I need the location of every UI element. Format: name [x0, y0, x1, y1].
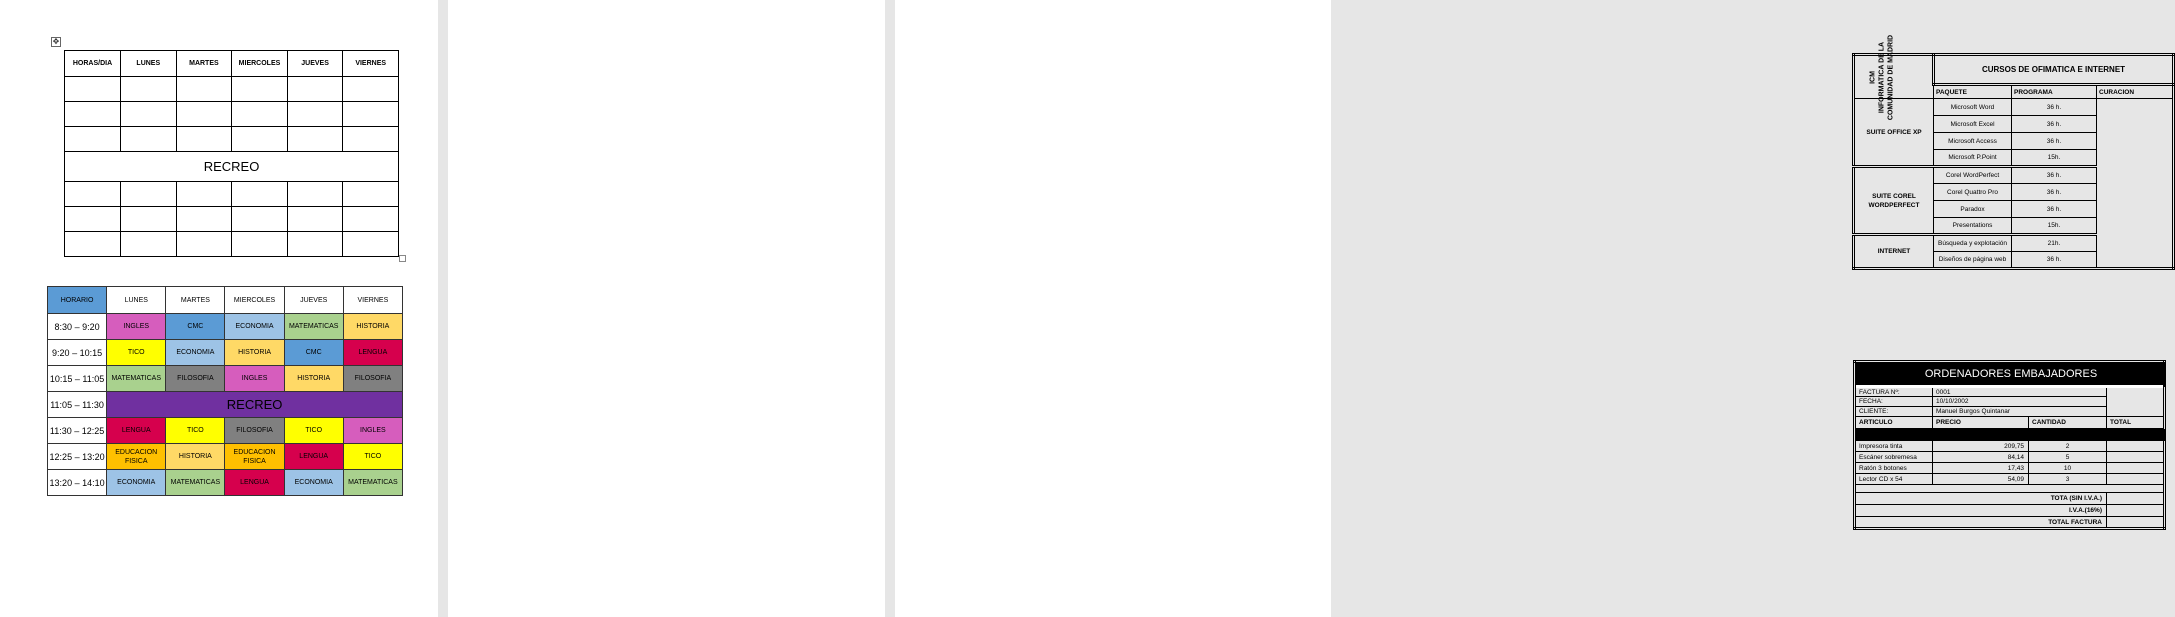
title-row — [1854, 55, 2174, 85]
duration-cell[interactable]: 36 h. — [2012, 201, 2097, 218]
table-cell[interactable]: 3 — [2029, 474, 2107, 485]
separator-bar — [1855, 429, 2165, 441]
table-cell[interactable] — [121, 207, 177, 232]
subject-cell[interactable]: FILOSOFIA — [343, 366, 402, 392]
cursos-ofimatica-table — [1852, 34, 2175, 270]
document-page-1 — [0, 0, 438, 617]
table-cell[interactable] — [176, 207, 232, 232]
table-header-row — [1855, 417, 2165, 429]
table-cell[interactable] — [2107, 441, 2165, 452]
duration-cell[interactable]: 36 h. — [2012, 133, 2097, 150]
subject-cell[interactable]: LENGUA — [107, 418, 166, 444]
package-cell[interactable]: SUITE OFFICE XP — [1854, 99, 1934, 167]
table-header-row — [48, 287, 403, 314]
table-cell[interactable] — [232, 182, 288, 207]
break-row — [65, 152, 399, 182]
table-cell[interactable]: Lector CD x 54 — [1855, 474, 1933, 485]
time-slot[interactable]: 13:20 – 14:10 — [48, 470, 107, 496]
header-cell[interactable]: ARTICULO — [1855, 417, 1933, 429]
header-cell[interactable]: MIERCOLES — [225, 287, 284, 314]
time-slot[interactable]: 10:15 – 11:05 — [48, 366, 107, 392]
table-row — [65, 182, 399, 207]
table-cell[interactable] — [121, 102, 177, 127]
header-cell[interactable]: JUEVES — [287, 51, 343, 77]
table-row — [65, 102, 399, 127]
empty-cell — [2107, 387, 2165, 397]
info-row — [1855, 407, 2165, 417]
table-cell[interactable] — [343, 127, 399, 152]
subject-cell[interactable]: HISTORIA — [225, 340, 284, 366]
duration-cell[interactable]: 15h. — [2012, 150, 2097, 167]
package-cell[interactable]: INTERNET — [1854, 235, 1934, 269]
table-cell[interactable] — [287, 127, 343, 152]
total-label[interactable]: I.V.A.(16%) — [1855, 505, 2107, 517]
table-row — [1854, 235, 2174, 252]
table-cell[interactable] — [287, 102, 343, 127]
side-label-line: COMUNIDAD DE MADRID — [1887, 34, 1895, 120]
table-row — [1854, 167, 2174, 184]
time-slot[interactable]: 9:20 – 10:15 — [48, 340, 107, 366]
table-cell[interactable] — [121, 182, 177, 207]
table-row — [65, 77, 399, 102]
table-cell[interactable]: 84,14 — [1933, 452, 2029, 463]
table-cell[interactable] — [176, 77, 232, 102]
table-resize-handle-icon[interactable] — [399, 255, 406, 262]
duration-cell[interactable]: 36 h. — [2012, 99, 2097, 116]
subject-cell[interactable]: EDUCACION FISICA — [107, 444, 166, 470]
table-cell[interactable] — [2107, 463, 2165, 474]
table-cell[interactable] — [343, 182, 399, 207]
total-value[interactable] — [2107, 505, 2165, 517]
table-row — [48, 444, 403, 470]
program-cell[interactable]: Microsoft Access — [1934, 133, 2012, 150]
header-cell[interactable]: PROGRAMA — [2012, 85, 2097, 99]
total-value[interactable] — [2107, 493, 2165, 505]
info-label[interactable]: FECHA: — [1855, 397, 1933, 407]
separator-row — [1855, 429, 2165, 441]
program-cell[interactable]: Corel WordPerfect — [1934, 167, 2012, 184]
info-value[interactable]: 10/10/2002 — [1933, 397, 2107, 407]
header-cell[interactable]: VIERNES — [343, 51, 399, 77]
table-title[interactable]: ORDENADORES EMBAJADORES — [1855, 362, 2165, 387]
header-cell[interactable]: CANTIDAD — [2029, 417, 2107, 429]
subject-cell[interactable]: TICO — [107, 340, 166, 366]
subject-cell[interactable]: TICO — [343, 444, 402, 470]
table-cell[interactable] — [232, 207, 288, 232]
subject-cell[interactable]: HISTORIA — [343, 314, 402, 340]
table-cell[interactable]: 17,43 — [1933, 463, 2029, 474]
table-cell[interactable] — [343, 77, 399, 102]
duration-cell[interactable]: 36 h. — [2012, 116, 2097, 133]
header-cell[interactable]: CURACION — [2097, 85, 2174, 99]
duration-cell[interactable]: 21h. — [2012, 235, 2097, 252]
time-slot[interactable]: 12:25 – 13:20 — [48, 444, 107, 470]
duration-cell[interactable]: 36 h. — [2012, 184, 2097, 201]
table-cell[interactable]: 2 — [2029, 441, 2107, 452]
break-row — [48, 392, 403, 418]
table-cell[interactable] — [232, 102, 288, 127]
subject-cell[interactable]: LENGUA — [225, 470, 284, 496]
invoice-item-row — [1855, 463, 2165, 474]
side-label[interactable] — [1854, 34, 1934, 120]
info-value[interactable]: 0001 — [1933, 387, 2107, 397]
package-cell[interactable]: SUITE COREL WORDPERFECT — [1854, 167, 1934, 235]
table-cell[interactable] — [121, 77, 177, 102]
info-row — [1855, 397, 2165, 407]
table-row — [48, 470, 403, 496]
time-slot[interactable]: 8:30 – 9:20 — [48, 314, 107, 340]
table-cell[interactable] — [176, 102, 232, 127]
table-cell[interactable] — [65, 207, 121, 232]
side-label-text — [1869, 0, 1896, 192]
break-label[interactable]: RECREO — [65, 152, 399, 182]
table-row — [48, 314, 403, 340]
table-cell[interactable] — [2107, 452, 2165, 463]
side-label-line: ICM — [1869, 70, 1877, 84]
table-cell[interactable] — [176, 127, 232, 152]
table-cell[interactable]: 10 — [2029, 463, 2107, 474]
subject-cell[interactable]: FILOSOFIA — [166, 366, 225, 392]
table-header-row — [65, 51, 399, 77]
total-label[interactable]: TOTA (SIN I.V.A.) — [1855, 493, 2107, 505]
total-label[interactable]: TOTAL FACTURA — [1855, 517, 2107, 529]
subject-cell[interactable]: MATEMATICAS — [284, 314, 343, 340]
table-row — [48, 366, 403, 392]
subject-cell[interactable]: CMC — [166, 314, 225, 340]
header-cell[interactable]: HORAS/DIA — [65, 51, 121, 77]
info-label[interactable]: CLIENTE: — [1855, 407, 1933, 417]
table-row — [65, 207, 399, 232]
duration-cell[interactable]: 15h. — [2012, 218, 2097, 235]
duration-cell[interactable]: 36 h. — [2012, 167, 2097, 184]
table-cell[interactable]: Ratón 3 botones — [1855, 463, 1933, 474]
title-row — [1855, 362, 2165, 387]
table-cell[interactable] — [121, 127, 177, 152]
table-cell[interactable] — [65, 232, 121, 257]
table-cell[interactable] — [121, 232, 177, 257]
table-cell[interactable] — [232, 77, 288, 102]
program-cell[interactable]: Microsoft Word — [1934, 99, 2012, 116]
table-cell[interactable]: Escáner sobremesa — [1855, 452, 1933, 463]
table-row — [48, 418, 403, 444]
empty-cell — [2107, 407, 2165, 417]
header-cell[interactable]: TOTAL — [2107, 417, 2165, 429]
subject-cell[interactable]: HISTORIA — [284, 366, 343, 392]
subject-cell[interactable]: TICO — [166, 418, 225, 444]
table-cell[interactable] — [343, 102, 399, 127]
subject-cell[interactable]: LENGUA — [284, 444, 343, 470]
table-cell[interactable] — [65, 182, 121, 207]
subject-cell[interactable]: EDUCACION FISICA — [225, 444, 284, 470]
table-row — [1854, 99, 2174, 116]
subject-cell[interactable]: LENGUA — [343, 340, 402, 366]
program-cell[interactable]: Microsoft P.Point — [1934, 150, 2012, 167]
info-label[interactable]: FACTURA Nº: — [1855, 387, 1933, 397]
table-row — [48, 340, 403, 366]
blank-timetable — [64, 50, 399, 257]
table-cell[interactable] — [287, 77, 343, 102]
table-cell[interactable] — [232, 127, 288, 152]
duration-cell[interactable]: 36 h. — [2012, 252, 2097, 269]
total-value[interactable] — [2107, 517, 2165, 529]
info-value[interactable]: Manuel Burgos Quintanar — [1933, 407, 2107, 417]
total-row — [1855, 505, 2165, 517]
table-cell[interactable]: 209,75 — [1933, 441, 2029, 452]
header-cell[interactable]: LUNES — [121, 51, 177, 77]
empty-cell — [2107, 397, 2165, 407]
time-slot[interactable]: 11:30 – 12:25 — [48, 418, 107, 444]
info-row — [1855, 387, 2165, 397]
table-move-handle-icon[interactable]: ✥ — [52, 37, 60, 46]
total-row — [1855, 517, 2165, 529]
subject-cell[interactable]: HISTORIA — [166, 444, 225, 470]
table-cell[interactable]: 5 — [2029, 452, 2107, 463]
program-cell[interactable]: Paradox — [1934, 201, 2012, 218]
document-page-3 — [895, 0, 2135, 617]
document-page-2 — [448, 0, 885, 617]
subject-cell[interactable]: ECONOMIA — [284, 470, 343, 496]
subject-cell[interactable]: INGLES — [107, 314, 166, 340]
table-cell[interactable] — [287, 232, 343, 257]
table-cell[interactable] — [176, 182, 232, 207]
table-cell[interactable] — [65, 127, 121, 152]
subject-cell[interactable]: MATEMATICAS — [343, 470, 402, 496]
break-time[interactable]: 11:05 – 11:30 — [48, 392, 107, 418]
table-cell[interactable] — [343, 232, 399, 257]
table-cell[interactable] — [176, 232, 232, 257]
break-label[interactable]: RECREO — [107, 392, 403, 418]
table-cell[interactable]: 54,09 — [1933, 474, 2029, 485]
subject-cell[interactable]: MATEMATICAS — [107, 366, 166, 392]
header-cell[interactable]: MIERCOLES — [232, 51, 288, 77]
header-cell[interactable]: PAQUETE — [1934, 85, 2012, 99]
subject-cell[interactable]: FILOSOFIA — [225, 418, 284, 444]
table-cell[interactable] — [65, 102, 121, 127]
header-cell[interactable]: MARTES — [176, 51, 232, 77]
table-row — [65, 127, 399, 152]
subject-cell[interactable]: CMC — [284, 340, 343, 366]
table-cell[interactable] — [65, 77, 121, 102]
program-cell[interactable]: Búsqueda y explotación — [1934, 235, 2012, 252]
header-cell[interactable]: HORARIO — [48, 287, 107, 314]
side-label-line: INFORMATICA DE LA — [1878, 41, 1886, 113]
table-cell[interactable]: Impresora tinta — [1855, 441, 1933, 452]
table-cell[interactable] — [343, 207, 399, 232]
factura-table — [1853, 360, 2166, 530]
header-cell[interactable]: VIERNES — [343, 287, 402, 314]
table-cell[interactable] — [2107, 474, 2165, 485]
invoice-item-row — [1855, 452, 2165, 463]
header-cell[interactable]: LUNES — [107, 287, 166, 314]
subject-cell[interactable]: INGLES — [225, 366, 284, 392]
program-cell[interactable]: Corel Quattro Pro — [1934, 184, 2012, 201]
invoice-item-row — [1855, 474, 2165, 485]
header-cell[interactable]: JUEVES — [284, 287, 343, 314]
program-cell[interactable]: Microsoft Excel — [1934, 116, 2012, 133]
color-timetable — [47, 286, 403, 496]
table-row — [65, 232, 399, 257]
subject-cell[interactable]: ECONOMIA — [166, 340, 225, 366]
subject-cell[interactable]: ECONOMIA — [107, 470, 166, 496]
spacer-row — [1855, 485, 2165, 493]
total-row — [1855, 493, 2165, 505]
table-cell[interactable] — [287, 207, 343, 232]
program-cell[interactable]: Presentations — [1934, 218, 2012, 235]
invoice-item-row — [1855, 441, 2165, 452]
table-cell[interactable] — [232, 232, 288, 257]
header-cell[interactable]: MARTES — [166, 287, 225, 314]
subject-cell[interactable]: TICO — [284, 418, 343, 444]
subject-cell[interactable]: INGLES — [343, 418, 402, 444]
subject-cell[interactable]: ECONOMIA — [225, 314, 284, 340]
table-cell[interactable] — [287, 182, 343, 207]
table-title[interactable]: CURSOS DE OFIMATICA E INTERNET — [1934, 55, 2174, 85]
header-cell[interactable]: PRECIO — [1933, 417, 2029, 429]
program-cell[interactable]: Diseños de página web — [1934, 252, 2012, 269]
subject-cell[interactable]: MATEMATICAS — [166, 470, 225, 496]
spacer-cell — [1855, 485, 2165, 493]
